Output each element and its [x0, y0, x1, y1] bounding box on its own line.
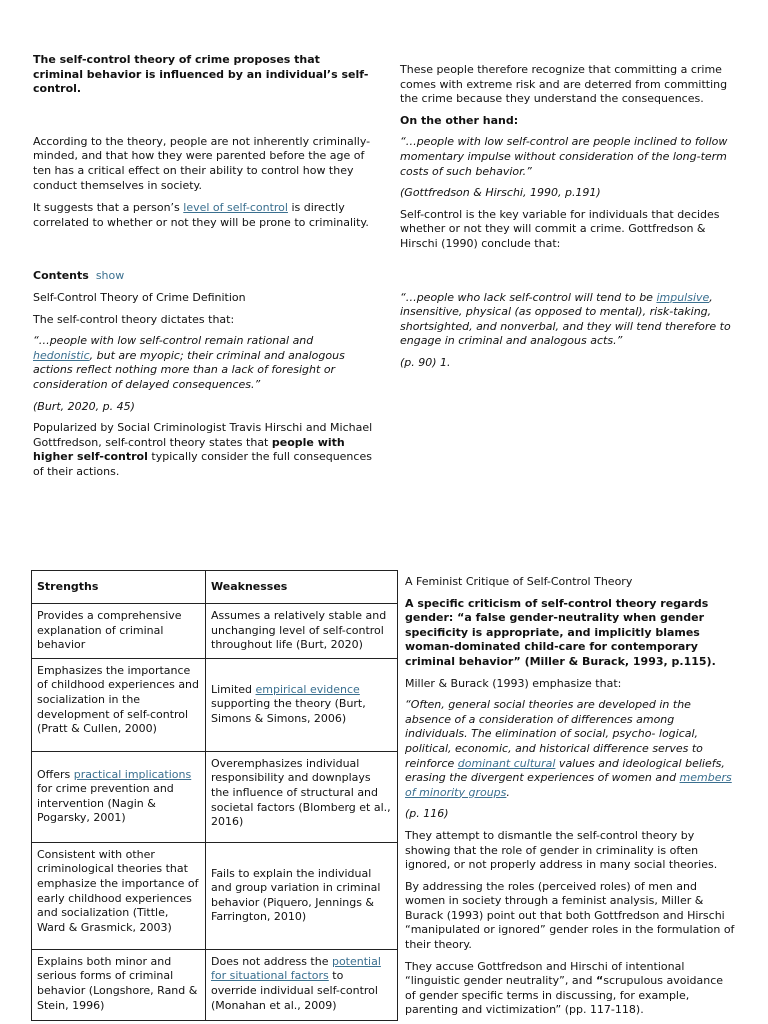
minority-groups-link[interactable]: members of minority groups [405, 771, 732, 799]
gottfredson-citation: (Gottfredson & Hirschi, 1990, p.191) [400, 186, 601, 200]
text-segment: Assumes a relatively stable and unchanging level of self-control throughout life (Burt, 2020) [211, 609, 387, 652]
text-segment: “…people with low self-control remain rational and [33, 334, 314, 348]
intro-heading: The self-control theory of crime proposes that criminal behavior is influenced by an individual’s self-control. [33, 53, 369, 96]
strength-cell [32, 658, 206, 751]
dominant-cultural-link[interactable]: dominant cultural [457, 756, 556, 770]
self-control-paragraph [33, 201, 373, 230]
weakness-cell [206, 658, 398, 751]
burt-quote [33, 334, 373, 392]
table-row [32, 751, 398, 842]
empirical-evidence-link[interactable]: empirical evidence [255, 682, 360, 696]
level-of-self-control-link[interactable]: level of self-control [183, 201, 288, 215]
popularized-paragraph [33, 421, 373, 479]
practical-implications-link[interactable]: practical implications [73, 767, 192, 781]
accuse-paragraph [405, 960, 737, 1018]
text-segment: Offers [37, 767, 74, 781]
burt-citation: (Burt, 2020, p. 45) [33, 399, 135, 413]
deterrence-paragraph: These people therefore recognize that committing a crime comes with extreme risk and are deterred from committing the crime because they understand the consequences. [400, 63, 728, 106]
text-segment: Consistent with other criminological theories that emphasize the importance of early childhood experiences and socialization (Tittle, Ward & Grasmick, 2003) [37, 847, 199, 934]
theory-paragraph: According to the theory, people are not inherently criminally-minded, and that how they were parented before the age of ten has a critical effect on their ability to control how they conduct themselves in society. [33, 134, 371, 192]
weaknesses-header: Weaknesses [206, 571, 398, 604]
text-segment: It suggests that a person’s [33, 201, 184, 215]
impulsive-link[interactable]: impulsive [656, 290, 710, 304]
table-row [32, 949, 398, 1020]
strengths-weaknesses-table [31, 570, 398, 1021]
weakness-cell [206, 751, 398, 842]
gender-criticism-paragraph: A specific criticism of self-control theory regards gender: “a false gender-neutrality when gender specificity is appropriate, and implicitly blames woman-dominated child-care for contemporary criminal behavior” (Miller & Burack, 1993, p.115). [405, 596, 716, 668]
left-column [33, 53, 373, 479]
text-segment: Fails to explain the individual and group variation in criminal behavior (Piquero, Jennings & Farrington, 2010) [211, 866, 381, 924]
other-hand-heading: On the other hand: [400, 113, 519, 127]
weakness-cell [206, 842, 398, 949]
text-segment: They accuse Gottfredson and Hirschi of intentional “linguistic gender neutrality”, and [405, 959, 685, 988]
table-row [32, 658, 398, 751]
text-segment: Limited [211, 682, 256, 696]
definition-heading: Self-Control Theory of Crime Definition [33, 290, 246, 304]
bold-segment: people with higher self-control [33, 435, 345, 464]
text-segment: “Often, general social theories are developed in the absence of a consideration of differences among individuals. The elimination of social, psycho- logical, political, economic, and historical difference serves to reinforce [405, 698, 703, 770]
table-row [32, 842, 398, 949]
lack-self-control-quote [400, 291, 735, 349]
text-segment: Does not address the [211, 954, 332, 968]
text-segment: . [506, 785, 510, 799]
contents-box [33, 269, 373, 284]
text-segment: Provides a comprehensive explanation of criminal behavior [37, 609, 182, 652]
table-row [32, 604, 398, 659]
text-segment: to override individual self-control (Monahan et al., 2009) [211, 969, 378, 1012]
text-segment: Popularized by Social Criminologist Travis Hirschi and Michael Gottfredson, self-control theory states that [33, 421, 373, 449]
p116-citation: (p. 116) [405, 807, 449, 821]
bold-segment: “ [596, 974, 604, 988]
dictates-line: The self-control theory dictates that: [33, 312, 235, 326]
text-segment: scrupulous avoidance of gender specific terms in discussing, for example, parenting and victimization” (pp. 117-118). [405, 974, 724, 1017]
text-segment: supporting the theory (Burt, Simons & Simons, 2006) [211, 697, 366, 726]
right-column [400, 63, 735, 371]
text-segment: Emphasizes the importance of childhood experiences and socialization in the development of self-control (Pratt & Cullen, 2000) [37, 663, 200, 736]
strength-cell [32, 751, 206, 842]
gottfredson-quote: “…people with low self-control are people inclined to follow momentary impulse without consideration of the long-term costs of such behavior.” [400, 135, 728, 178]
contents-show-toggle[interactable]: show [95, 269, 125, 283]
gender-roles-paragraph: By addressing the roles (perceived roles) of men and women in society through a feminist analysis, Miller & Burack (1993) point out that both Gottfredson and Hirschi “manipulated or ignored” gender roles in the formulation of their theory. [405, 879, 735, 952]
weakness-cell [206, 949, 398, 1020]
strengths-header: Strengths [32, 571, 206, 604]
emphasize-line: Miller & Burack (1993) emphasize that: [405, 676, 622, 690]
text-segment: , but are myopic; their criminal and analogous actions reflect nothing more than a lack of foresight or consideration of delayed consequences.” [33, 348, 345, 391]
text-segment: Overemphasizes individual responsibility and downplays the influence of structural and societal factors (Blomberg et al., 2016) [211, 756, 391, 829]
text-segment: typically consider the full consequences of their actions. [33, 450, 372, 478]
text-segment: Explains both minor and serious forms of criminal behavior (Longshore, Rand & Stein, 1996) [37, 954, 198, 1012]
text-segment: values and ideological beliefs, erasing the divergent experiences of women and [405, 756, 725, 785]
strength-cell [32, 949, 206, 1020]
strength-cell [32, 842, 206, 949]
text-segment: is directly correlated to whether or not they will be prone to criminality. [33, 201, 369, 229]
text-segment: for crime prevention and intervention (Nagin & Pogarsky, 2001) [37, 782, 174, 825]
weakness-cell [206, 604, 398, 659]
feminist-heading: A Feminist Critique of Self-Control Theory [405, 575, 633, 588]
text-segment: , insensitive, physical (as opposed to mental), risk-taking, shortsighted, and nonverbal, and they will tend therefore to engage in criminal and analogous acts.” [400, 290, 731, 348]
contents-label: Contents [33, 269, 89, 283]
table-header-row [32, 571, 398, 604]
key-variable-paragraph: Self-control is the key variable for individuals that decides whether or not they will commit a crime. Gottfredson & Hirschi (1990) conclude that: [400, 207, 720, 250]
situational-factors-link[interactable]: potential for situational factors [211, 954, 381, 983]
text-segment: “…people who lack self-control will tend to be [400, 290, 657, 304]
hedonistic-link[interactable]: hedonistic [33, 348, 90, 362]
miller-burack-quote [405, 698, 737, 800]
feminist-critique-section [405, 575, 737, 1018]
dismantle-paragraph: They attempt to dismantle the self-control theory by showing that the role of gender in criminality is often ignored, or not properly address in many social theories. [405, 828, 718, 872]
p90-citation: (p. 90) 1. [400, 355, 451, 369]
strength-cell [32, 604, 206, 659]
